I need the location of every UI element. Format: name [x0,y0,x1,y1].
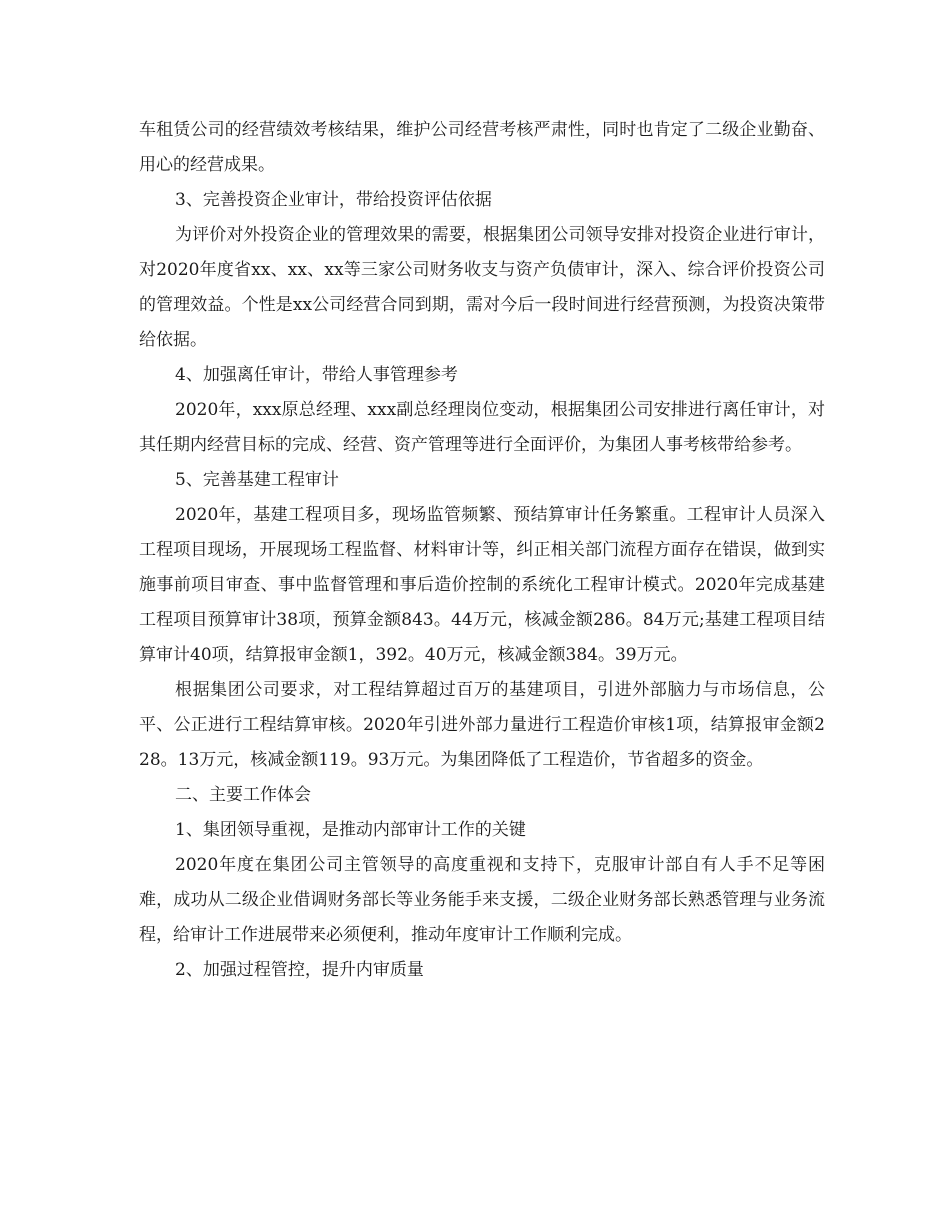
subheading-process-control: 2、加强过程管控，提升内审质量 [175,960,424,980]
paragraph-leadership: 2020年度在集团公司主管领导的高度重视和支持下，克服审计部自有人手不足等困难，成功从二级企业借调财务部长等业务能手来支援，二级企业财务部长熟悉管理与业务流程，给审计工作进展带来必须便利，推动年度审计工作顺利完成。 [139,855,825,945]
section-heading-construction-audit: 5、完善基建工程审计 [175,470,339,490]
paragraph-continuation: 车租赁公司的经营绩效考核结果，维护公司经营考核严肃性，同时也肯定了二级企业勤奋、用心的经营成果。 [139,120,825,175]
paragraph-investment-audit: 为评价对外投资企业的管理效果的需要，根据集团公司领导安排对投资企业进行审计，对2020年度省xx、xx、xx等三家公司财务收支与资产负债审计，深入、综合评价投资公司的管理效益。个性是xx公司经营合同到期，需对今后一段时间进行经营预测，为投资决策带给依据。 [139,225,825,350]
section-heading-departure-audit: 4、加强离任审计，带给人事管理参考 [175,365,458,385]
paragraph-departure-audit: 2020年，xxx原总经理、xxx副总经理岗位变动，根据集团公司安排进行离任审计，对其任期内经营目标的完成、经营、资产管理等进行全面评价，为集团人事考核带给参考。 [139,400,825,455]
section-heading-investment-audit: 3、完善投资企业审计，带给投资评估依据 [175,190,492,210]
section-heading-experience: 二、主要工作体会 [175,785,311,805]
paragraph-external-review: 根据集团公司要求，对工程结算超过百万的基建项目，引进外部脑力与市场信息，公平、公正进行工程结算审核。2020年引进外部力量进行工程造价审核1项，结算报审金额228。13万元，核减金额119。93万元。为集团降低了工程造价，节省超多的资金。 [139,680,825,770]
document-body [139,113,825,988]
subheading-leadership: 1、集团领导重视，是推动内部审计工作的关键 [175,820,526,840]
paragraph-construction-audit: 2020年，基建工程项目多，现场监管频繁、预结算审计任务繁重。工程审计人员深入工程项目现场，开展现场工程监督、材料审计等，纠正相关部门流程方面存在错误，做到实施事前项目审查、事中监督管理和事后造价控制的系统化工程审计模式。2020年完成基建工程项目预算审计38项，预算金额843。44万元，核减金额286。84万元;基建工程项目结算审计40项，结算报审金额1，392。40万元，核减金额384。39万元。 [139,505,825,665]
